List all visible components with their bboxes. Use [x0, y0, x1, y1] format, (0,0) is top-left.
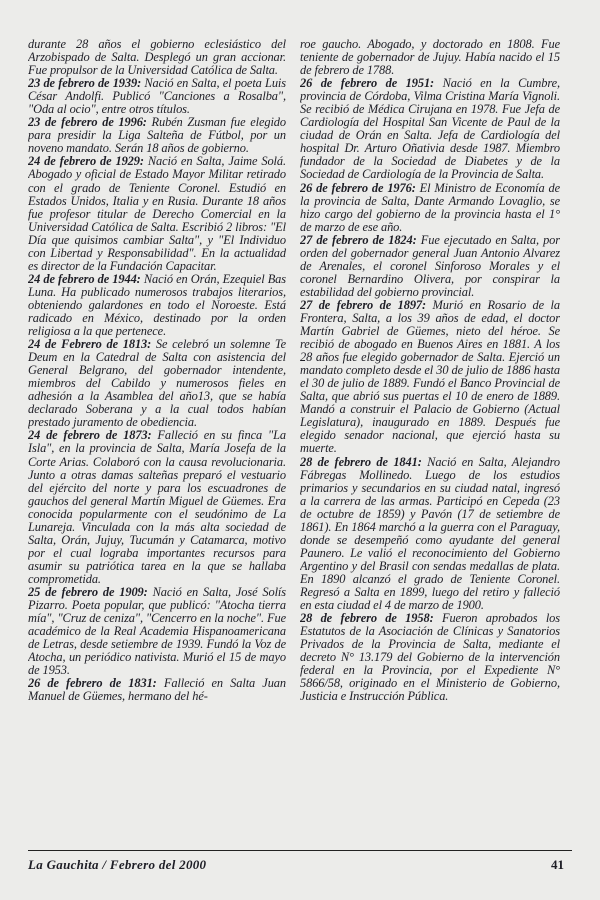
entry — [300, 299, 560, 456]
entry-date: 27 de febrero de 1824: — [300, 232, 417, 247]
page-number: 41 — [551, 857, 564, 872]
entry — [28, 116, 286, 155]
entry — [28, 77, 286, 116]
entry-text: Nació en Salta, Jaime Solá. Abogado y oficial de Estado Mayor Militar retirado con el grado de Teniente Coronel. Estudió en Estados Unidos, Italia y en Rusia. Durante 18 años fue profesor titular de Derecho Comercial en la Universidad Católica de Salta. Escribió 2 libros: "El Día que quisimos cambiar Salta", y "El Individuo con Libertad y Responsabilidad". En la actualidad es director de la Fundación Capacitar. — [28, 154, 286, 273]
right-column — [300, 38, 560, 842]
entry — [28, 155, 286, 272]
entry-text: roe gaucho. Abogado, y doctorado en 1808. Fue teniente de gobernador de Jujuy. Había nacido el 15 de febrero de 1788. — [300, 38, 560, 78]
entry-date: 26 de febrero de 1976: — [300, 180, 416, 195]
entry — [300, 182, 560, 234]
entry-date: 24 de febrero de 1929: — [28, 154, 144, 169]
entry-text: Fueron aprobados los Estatutos de la Asociación de Clínicas y Sanatorios Privados de la Provincia de Salta, mediante el decreto N° 13.179 del Gobierno de la intervención federal en la Provincia, por el Expediente N° 5866/58, originado en el Ministerio de Gobierno, Justicia e Instrucción Pública. — [300, 611, 560, 704]
left-column — [28, 38, 286, 842]
entry-date: 25 de febrero de 1909: — [28, 584, 148, 599]
entry-text: Se celebró un solemne Te Deum en la Catedral de Salta con asistencia del General Belgrano, del gobernador intendente, miembros del Cabildo y numerosos fieles en adhesión a la Asamblea del año13, que se había declarado Soberana y a la cual todos habían prestado juramento de obediencia. — [28, 337, 286, 430]
entry-text: durante 28 años el gobierno eclesiástico del Arzobispado de Salta. Desplegó un gran accionar. Fue propulsor de la Universidad Católica de Salta. — [28, 38, 286, 78]
entry-date: 26 de febrero de 1951: — [300, 76, 435, 91]
entry-text: Rubén Zusman fue elegido para presidir la Liga Salteña de Fútbol, por un noveno mandato. Serán 18 años de gobierno. — [28, 115, 286, 156]
entry — [300, 38, 560, 77]
entry — [28, 338, 286, 429]
entry — [28, 38, 286, 77]
entry-text: Nació en Salta, Alejandro Fábregas Mollinedo. Luego de los estudios primarios y secundarios en su ciudad natal, ingresó a la carrera de las armas. Participó en Cepeda (23 de octubre de 1859) y Pavón (17 de setiembre de 1861). En 1864 marchó a la guerra con el Paraguay, donde se desempeñó como ayudante del general Paunero. Le valió el reconocimiento del Gobierno Argentino y del Brasil con sendas medallas de plata. En 1890 alcanzó el grado de Teniente Coronel. Regresó a Salta en 1899, luego del retiro y falleció en esta ciudad el 4 de marzo de 1900. — [300, 454, 560, 613]
entry — [300, 234, 560, 299]
entry — [300, 612, 560, 703]
publication-footer: La Gauchita / Febrero del 2000 — [28, 857, 207, 872]
entry-date: 23 de febrero de 1996: — [28, 115, 147, 130]
entry-text: Nació en la Cumbre, provincia de Córdoba, Vilma Cristina María Vignoli. Se recibió de Médica Cirujana en 1978. Fue Jefa de Cardiología del Hospital San Vicente de Paul de la ciudad de Orán en Salta. Jefa de Cardiología del hospital Dr. Arturo Oñativia desde 1987. Miembro fundador de la Sociedad de Diabetes y de la Sociedad de Cardiología de la Provincia de Salta. — [300, 76, 560, 182]
entry-date: 23 de febrero de 1939: — [28, 76, 142, 91]
entry-text: Nació en Salta, el poeta Luis César Andolfi. Publicó "Canciones a Rosalba", "Oda al ocio", entre otros títulos. — [28, 76, 286, 117]
entry — [28, 273, 286, 338]
entry — [300, 77, 560, 181]
entry — [28, 586, 286, 677]
entry — [300, 456, 560, 613]
entry — [28, 677, 286, 703]
entry-date: 28 de febrero de 1958: — [300, 611, 434, 626]
entry-text: El Ministro de Economía de la provincia de Salta, Dante Armando Lovaglio, se hizo cargo del gobierno de la provincia hasta el 1° de marzo de ese año. — [300, 180, 560, 234]
entry-date: 27 de febrero de 1897: — [300, 297, 427, 312]
entry-text: Falleció en Salta Juan Manuel de Güemes, hermano del hé- — [28, 676, 286, 704]
footer-divider — [28, 850, 572, 851]
entry-text: Falleció en su finca "La Isla", en la provincia de Salta, María Josefa de la Corte Arias. Colaboró con la causa revolucionaria. Junto a otras damas salteñas preparó el vestuario del ejército del norte y para los escuadrones de gauchos del general Martín Miguel de Güemes. Era conocida popularmente con el seudónimo de La Lunareja. Vinculada con la más alta sociedad de Salta, Orán, Jujuy, Tucumán y Catamarca, motivo por el cual lograba importantes recursos para asumir su patriótica tarea en la que se hallaba comprometida. — [28, 428, 286, 586]
entry-date: 24 de Febrero de 1813: — [28, 337, 152, 352]
entry-date: 28 de febrero de 1841: — [300, 454, 422, 469]
entry-text: Murió en Rosario de la Frontera, Salta, a los 39 años de edad, el doctor Martín Gabriel de Güemes, nieto del héroe. Se recibió de abogado en Buenos Aires en 1881. A los 28 años fue elegido gobernador de Salta. Ejerció un mandato completo desde el 30 de julio de 1886 hasta el 30 de julio de 1889. Fundó el Banco Provincial de Salta, que abrió sus puertas el 10 de enero de 1889. Mandó a construir el Palacio de Gobierno (Actual Legislatura), inaugurado en 1889. Después fue elegido senador nacional, que ejerció hasta su muerte. — [300, 297, 560, 456]
entry — [28, 429, 286, 586]
entry-text: Nació en Orán, Ezequiel Bas Luna. Ha publicado numerosos trabajos literarios, obteniendo galardones en todo el Noroeste. Está radicado en México, destinado por la orden religiosa a la que pertenece. — [28, 271, 286, 339]
entry-date: 26 de febrero de 1831: — [28, 676, 157, 691]
entry-text: Nació en Salta, José Solís Pizarro. Poeta popular, que publicó: "Atocha tierra mía", "Cruz de ceniza", "Cencerro en la noche". Fue académico de la Real Academia Hispanoamericana de Letras, desde setiembre de 1939. Fundó la Voz de Atocha, un periódico nativista. Murió el 15 de mayo de 1953. — [28, 584, 286, 678]
entry-date: 24 de febrero de 1944: — [28, 271, 141, 286]
entry-text: Fue ejecutado en Salta, por orden del gobernador general Juan Antonio Alvarez de Arenales, el coronel Sinforoso Morales y el coronel Bernardino Olivera, por conspirar la estabilidad del gobierno provincial. — [300, 232, 560, 299]
entry-date: 24 de febrero de 1873: — [28, 428, 152, 443]
